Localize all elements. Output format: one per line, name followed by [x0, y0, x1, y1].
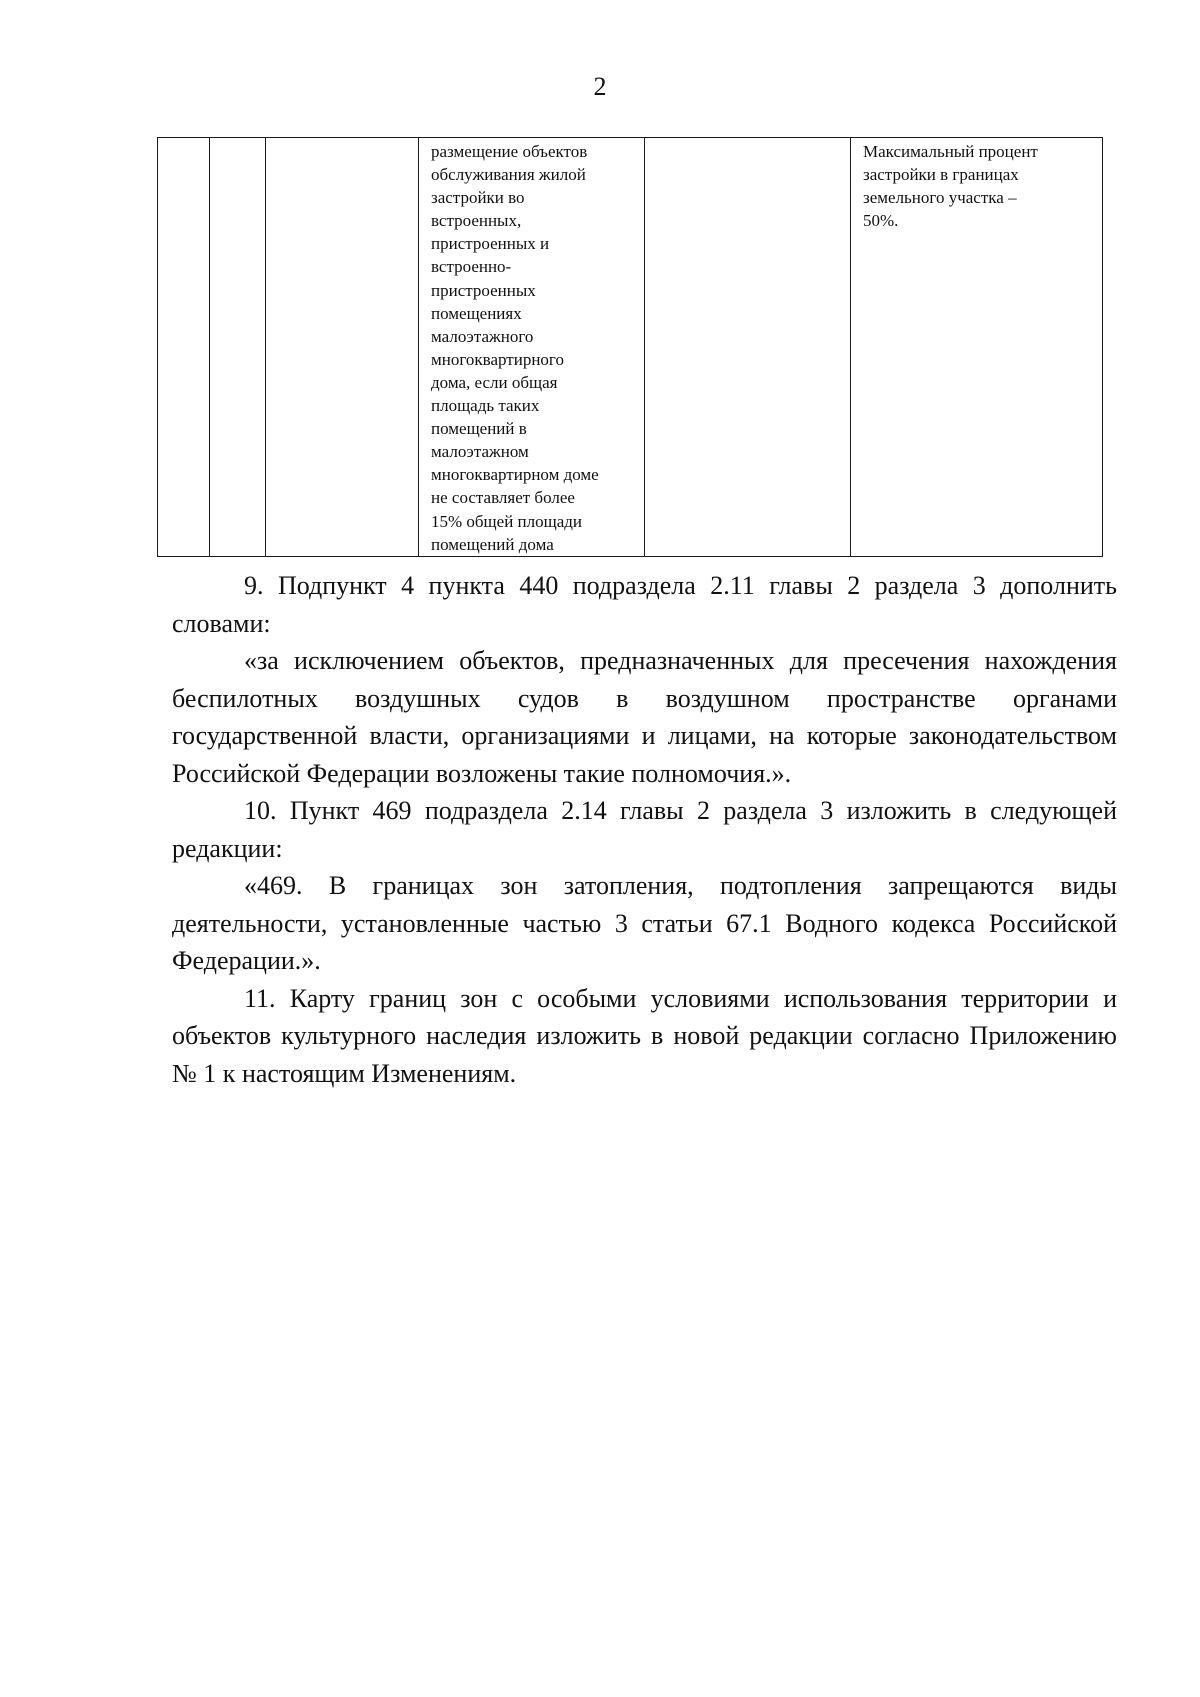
table-row — [158, 138, 1103, 557]
paragraph-quote-9: «за исключением объектов, предназначенных для пресечения нахождения беспилотных воздушных судов в воздушном пространстве органами государственной власти, организациями и лицами, на которые законодательством Российской Федерации возложены такие полномочия.». — [172, 646, 1117, 788]
paragraph-quote-10: «469. В границах зон затопления, подтопления запрещаются виды деятельности, установленные частью 3 статьи 67.1 Водного кодекса Российской Федерации.». — [172, 871, 1117, 975]
permitted-use-text: размещение объектов обслуживания жилой застройки во встроенных, пристроенных и встроенно- пристроенных помещениях малоэтажного многоквартирного дома, если общая площадь таких помещений в малоэтажном многоквартирном доме не составляет более 15% общей площади помещений дома — [431, 142, 599, 554]
parameters-text: Максимальный процент застройки в границах земельного участка – 50%. — [863, 142, 1038, 231]
paragraph-item-9: 9. Подпункт 4 пункта 440 подраздела 2.11 главы 2 раздела 3 дополнить словами: — [172, 571, 1117, 638]
body-text — [172, 567, 1117, 1092]
page-number: 2 — [593, 72, 607, 101]
paragraph-item-11: 11. Карту границ зон с особыми условиями использования территории и объектов культурного наследия изложить в новой редакции согласно Приложению № 1 к настоящим Изменениям. — [172, 983, 1117, 1088]
table-cell-parameters — [851, 138, 1103, 557]
table-cell-col2 — [210, 138, 266, 557]
table-cell-col3 — [266, 138, 419, 557]
table-cell-permitted-use — [419, 138, 645, 557]
continuation-table — [157, 137, 1103, 557]
table-cell-col5 — [645, 138, 851, 557]
paragraph-item-10: 10. Пункт 469 подраздела 2.14 главы 2 раздела 3 изложить в следующей редакции: — [172, 796, 1117, 863]
table-cell-col1 — [158, 138, 210, 557]
